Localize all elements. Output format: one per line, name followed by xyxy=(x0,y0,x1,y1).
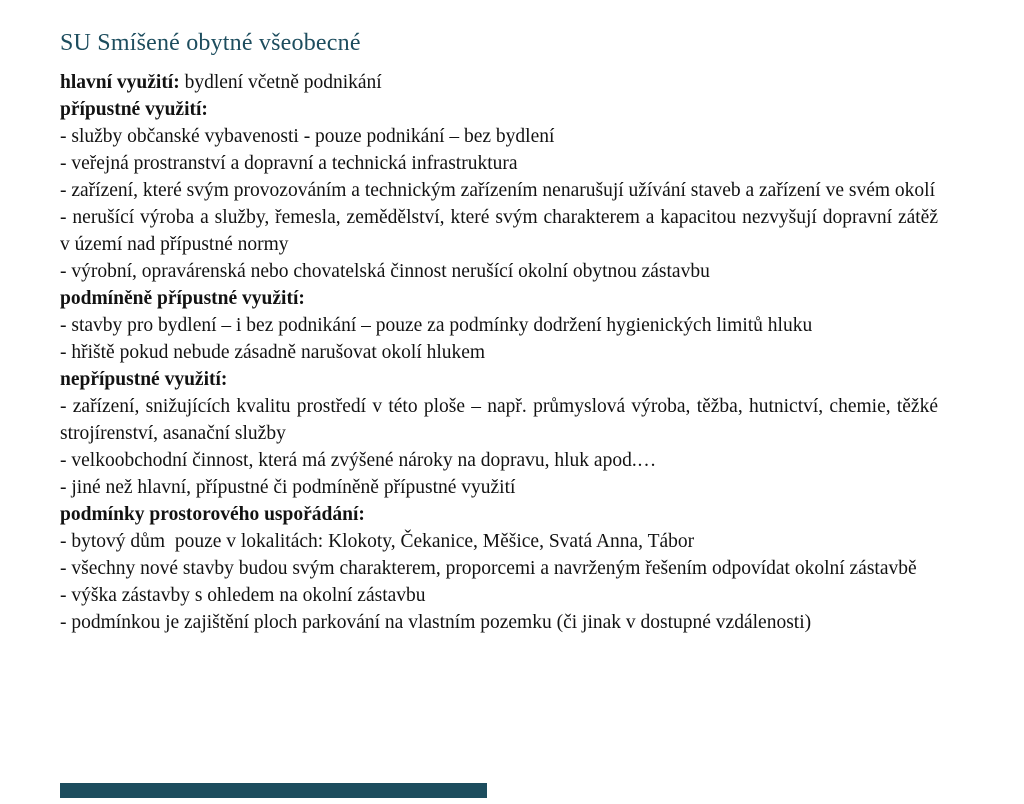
list-item: - všechny nové stavby budou svým charakterem, proporcemi a navrženým řešením odpovídat okolní zástavbě xyxy=(60,558,917,579)
next-section-band xyxy=(60,783,487,798)
list-item: - výrobní, opravárenská nebo chovatelská činnost nerušící okolní obytnou zástavbu xyxy=(60,261,710,282)
list-item: - hřiště pokud nebude zásadně narušovat okolí hlukem xyxy=(60,342,486,363)
list-item: - podmínkou je zajištění ploch parkování na vlastním pozemku (či jinak v dostupné vzdálenosti) xyxy=(60,612,812,633)
key-value-line xyxy=(60,69,938,96)
list-item: - služby občanské vybavenosti - pouze podnikání – bez bydlení xyxy=(60,126,555,147)
page-title: SU Smíšené obytné všeobecné xyxy=(60,30,361,56)
line-text: bydlení včetně podnikání xyxy=(179,72,382,93)
list-item: - nerušící výroba a služby, řemesla, zemědělství, které svým charakterem a kapacitou nezvyšují dopravní zátěž v území nad přípustné normy xyxy=(60,207,938,255)
list-item: - výška zástavby s ohledem na okolní zástavbu xyxy=(60,585,426,606)
list-item: - stavby pro bydlení – i bez podnikání – pouze za podmínky dodržení hygienických limitů hluku xyxy=(60,315,813,336)
document-content xyxy=(60,30,938,636)
list-item: - zařízení, snižujících kvalitu prostředí v této ploše – např. průmyslová výroba, těžba, hutnictví, chemie, těžké strojírenství, asanační služby xyxy=(60,396,938,444)
document-body xyxy=(60,69,938,636)
list-item: - velkoobchodní činnost, která má zvýšené nároky na dopravu, hluk apod.… xyxy=(60,450,657,471)
line-label: hlavní využití: xyxy=(60,72,180,93)
section-heading: přípustné využití: xyxy=(60,99,208,120)
list-item: - bytový dům pouze v lokalitách: Klokoty, Čekanice, Měšice, Svatá Anna, Tábor xyxy=(60,531,695,552)
list-item: - jiné než hlavní, přípustné či podmíněně přípustné využití xyxy=(60,477,516,498)
list-item: - zařízení, které svým provozováním a technickým zařízením nenarušují užívání staveb a zařízení ve svém okolí xyxy=(60,180,935,201)
section-heading: podmíněně přípustné využití: xyxy=(60,288,305,309)
section-heading: podmínky prostorového uspořádání: xyxy=(60,504,365,525)
list-item: - veřejná prostranství a dopravní a technická infrastruktura xyxy=(60,153,518,174)
section-heading: nepřípustné využití: xyxy=(60,369,228,390)
